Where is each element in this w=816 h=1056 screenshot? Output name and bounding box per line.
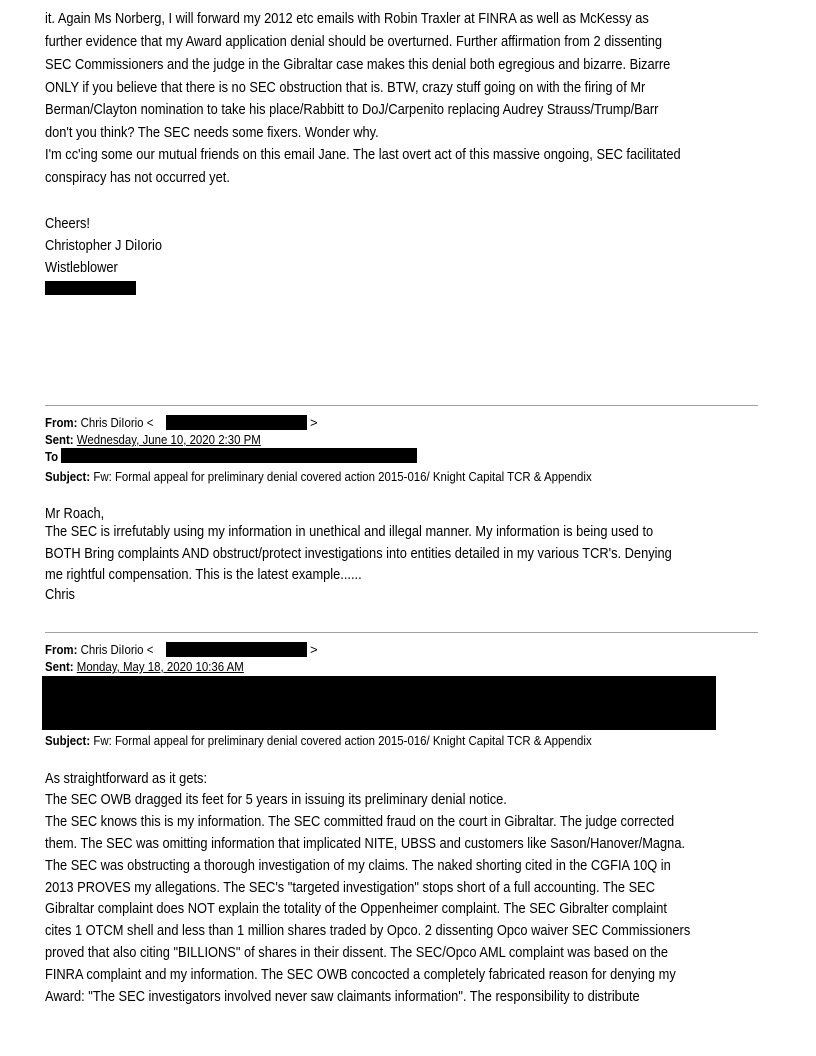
text-line: them. The SEC was omitting information that implicated NITE, UBSS and customers like Sason/Hanover/Magna. <box>45 836 686 852</box>
text-line: BOTH Bring complaints AND obstruct/protect investigations into entities detailed in my various TCR's. Denying <box>45 546 672 562</box>
text-line: it. Again Ms Norberg, I will forward my 2012 etc emails with Robin Traxler at FINRA as well as McKessy as <box>45 11 649 27</box>
text-line: The SEC OWB dragged its feet for 5 years in issuing its preliminary denial notice. <box>45 792 507 808</box>
redaction-box <box>166 642 307 657</box>
signature-line: Christopher J DiIorio <box>45 238 163 254</box>
text-line: The SEC knows this is my information. The SEC committed fraud on the court in Gibraltar. The judge corrected <box>45 814 675 830</box>
email2-sent: Sent: Monday, May 18, 2020 10:36 AM <box>45 659 244 674</box>
signature-line: Cheers! <box>45 216 90 232</box>
email1-subject: Subject: Fw: Formal appeal for preliminary denial covered action 2015-016/ Knight Capital TCR & Appendix <box>45 469 592 484</box>
text-line: me rightful compensation. This is the latest example...... <box>45 567 362 583</box>
text-line: Berman/Clayton nomination to take his place/Rabbitt to DoJ/Carpenito replacing Audrey Strauss/Trump/Barr <box>45 102 659 118</box>
text-line: I'm cc'ing some our mutual friends on this email Jane. The last overt act of this massive ongoing, SEC facilitated <box>45 147 681 163</box>
text-line: proved that also citing "BILLIONS" of shares in their dissent. The SEC/Opco AML complaint was based on the <box>45 945 669 961</box>
text-line: conspiracy has not occurred yet. <box>45 170 230 186</box>
email1-sent: Sent: Wednesday, June 10, 2020 2:30 PM <box>45 432 261 447</box>
text-line: The SEC was obstructing a thorough investigation of my claims. The naked shorting cited in the CGFIA 10Q in <box>45 858 671 874</box>
email1-to: To <box>45 449 59 464</box>
text-line: don't you think? The SEC needs some fixers. Wonder why. <box>45 125 379 141</box>
redaction-box <box>166 415 307 430</box>
text-line: 2013 PROVES my allegations. The SEC's "targeted investigation" stops short of a full accounting. The SEC <box>45 880 656 896</box>
redaction-box <box>61 448 417 463</box>
text-line: further evidence that my Award application denial should be overturned. Further affirmation from 2 dissenting <box>45 34 663 50</box>
divider <box>45 405 758 406</box>
text-line: FINRA complaint and my information. The SEC OWB concocted a completely fabricated reason for denying my <box>45 967 676 983</box>
text-line: Award: "The SEC investigators involved never saw claimants information". The responsibility to distribute <box>45 989 640 1005</box>
text-line: Gibraltar complaint does NOT explain the totality of the Oppenheimer complaint. The SEC Gibralter complaint <box>45 901 667 917</box>
redaction-box <box>45 281 136 295</box>
text-line: Chris <box>45 587 75 603</box>
email1-from: From: Chris DiIorio < <box>45 415 154 430</box>
email1-from-close: > <box>310 415 318 430</box>
text-line: Mr Roach, <box>45 506 105 522</box>
signature-line: Wistleblower <box>45 260 118 276</box>
text-line: As straightforward as it gets: <box>45 771 208 787</box>
text-line: The SEC is irrefutably using my information in unethical and illegal manner. My information is being used to <box>45 524 654 540</box>
divider <box>45 632 758 633</box>
text-line: SEC Commissioners and the judge in the Gibraltar case makes this denial both egregious and bizarre. Bizarre <box>45 57 671 73</box>
text-line: ONLY if you believe that there is no SEC obstruction that is. BTW, crazy stuff going on with the firing of Mr <box>45 80 646 96</box>
text-line: cites 1 OTCM shell and less than 1 million shares traded by Opco. 2 dissenting Opco waiver SEC Commissioners <box>45 923 691 939</box>
redaction-box <box>42 676 716 730</box>
email2-from: From: Chris DiIorio < <box>45 642 154 657</box>
email2-from-close: > <box>310 642 318 657</box>
email2-subject: Subject: Fw: Formal appeal for preliminary denial covered action 2015-016/ Knight Capital TCR & Appendix <box>45 733 592 748</box>
